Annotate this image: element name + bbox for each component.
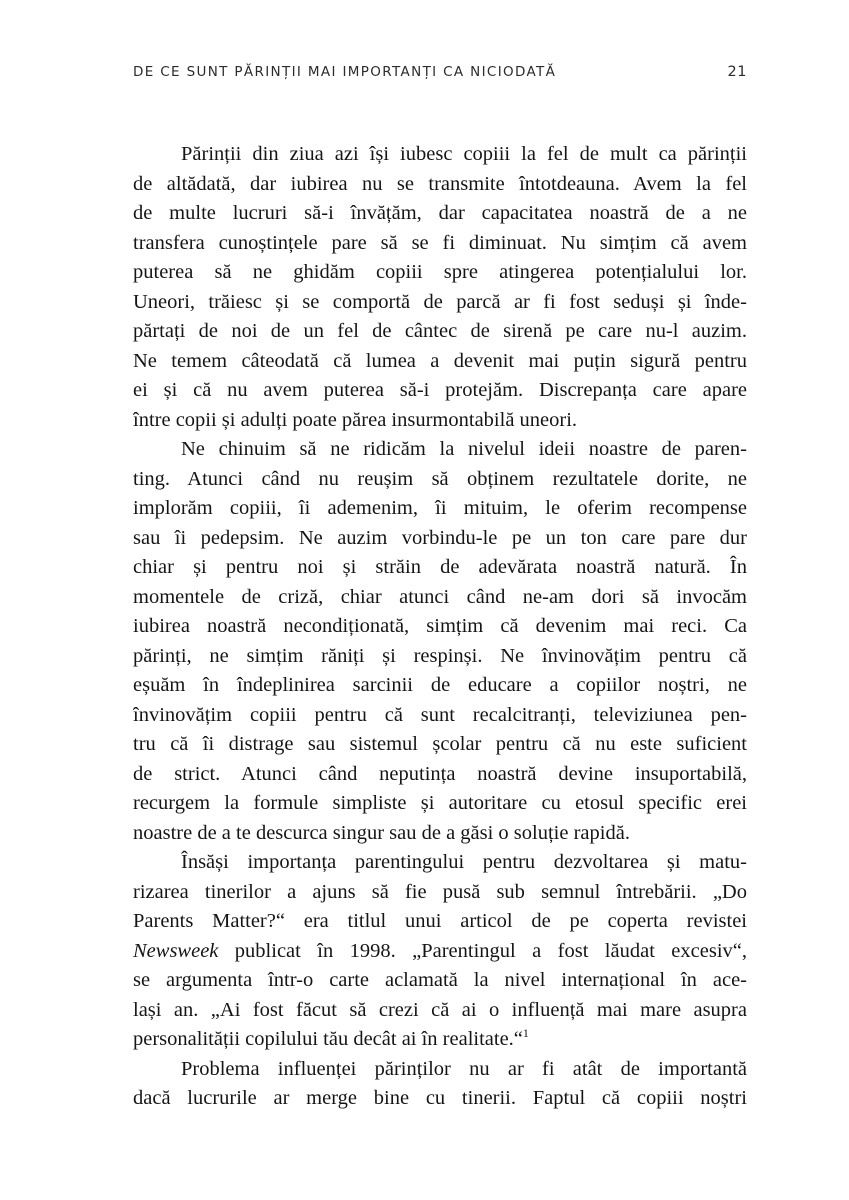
text-segment: de altădată, dar iubirea nu se transmite întotdeauna. Avem la fel (133, 172, 747, 195)
text-segment: iubirea noastră necondiționată, simțim că devenim mai reci. Ca (133, 615, 747, 637)
text-line (133, 671, 747, 701)
text-segment: personalității copilului tău decât ai în realitate.“ (133, 1028, 523, 1050)
page-body (133, 140, 747, 1114)
text-line (133, 1084, 747, 1114)
paragraph (133, 140, 747, 435)
text-segment: sau îi pedepsim. Ne auzim vorbindu-le pe un ton care pare dur (133, 526, 747, 549)
text-line (133, 258, 747, 288)
text-segment: se argumenta într-o carte aclamată la nivel internațional în ace- (133, 969, 747, 991)
text-segment: lași an. „Ai fost făcut să crezi că ai o influență mai mare asupra (133, 998, 747, 1021)
running-header (133, 64, 747, 80)
text-line (133, 583, 747, 613)
text-segment: Ne temem câteodată că lumea a devenit mai puțin sigură pentru (133, 349, 747, 372)
text-line (133, 435, 747, 465)
text-segment: noastre de a te descurca singur sau de a găsi o soluție rapidă. (133, 821, 630, 844)
text-segment: recurgem la formule simpliste și autoritare cu etosul specific erei (133, 792, 747, 814)
text-segment: momentele de criză, chiar atunci când ne-am dori să invocăm (133, 585, 747, 608)
text-line (133, 907, 747, 937)
text-line (133, 229, 747, 259)
text-segment: ting. Atunci când nu reușim să obținem rezultatele dorite, ne (133, 467, 747, 490)
text-segment: tru că îi distrage sau sistemul școlar pentru că nu este suficient (133, 733, 747, 755)
text-segment: Ne chinuim să ne ridicăm la nivelul ideii noastre de paren- (181, 438, 747, 460)
text-segment: ei și că nu avem puterea să-i protejăm. Discrepanța care apare (133, 379, 747, 401)
text-line (133, 553, 747, 583)
text-segment: Parents Matter?“ era titlul unui articol de pe coperta revistei (133, 910, 747, 932)
text-line (133, 701, 747, 731)
text-line (133, 1055, 747, 1085)
text-line (133, 376, 747, 406)
text-segment: rizarea tinerilor a ajuns să fie pusă sub semnul întrebării. „Do (133, 880, 747, 903)
text-segment: chiar și pentru noi și străin de adevărata noastră natură. În (133, 556, 747, 578)
text-line (133, 494, 747, 524)
text-line (133, 317, 747, 347)
text-segment: dacă lucrurile ar merge bine cu tinerii. Faptul că copiii noștri (133, 1087, 747, 1109)
text-segment: Părinții din ziua azi își iubesc copiii la fel de mult ca părinții (181, 143, 747, 165)
text-segment: puterea să ne ghidăm copiii spre atingerea potențialului lor. (133, 261, 747, 283)
text-line (133, 170, 747, 200)
text-segment: Însăși importanța parentingului pentru dezvoltarea și matu- (181, 851, 747, 873)
text-segment: părtați de noi de un fel de cântec de sirenă pe care nu-l auzim. (133, 320, 747, 342)
text-line (133, 612, 747, 642)
text-line (133, 199, 747, 229)
paragraph (133, 435, 747, 848)
text-line (133, 819, 747, 849)
text-line (133, 406, 747, 436)
text-line (133, 789, 747, 819)
text-line (133, 730, 747, 760)
text-segment: Problema influenței părinților nu ar fi atât de importantă (181, 1057, 747, 1080)
text-line (133, 966, 747, 996)
text-segment: de strict. Atunci când neputința noastră devine insuportabilă, (133, 762, 747, 785)
text-segment: de multe lucruri să-i învățăm, dar capacitatea noastră de a ne (133, 202, 747, 224)
paragraph (133, 848, 747, 1055)
paragraph (133, 1055, 747, 1114)
text-line (133, 140, 747, 170)
text-line (133, 524, 747, 554)
text-segment: eșuăm în îndeplinirea sarcinii de educare a copiilor noștri, ne (133, 674, 747, 696)
text-line (133, 848, 747, 878)
text-segment: învinovățim copiii pentru că sunt recalcitranți, televiziunea pen- (133, 703, 747, 726)
text-line (133, 288, 747, 318)
text-segment: Uneori, trăiesc și se comportă de parcă ar fi fost seduși și înde- (133, 290, 747, 313)
footnote-marker: 1 (522, 1026, 529, 1041)
text-segment: publicat în 1998. „Parentingul a fost lăudat excesiv“, (218, 939, 747, 962)
text-line (133, 642, 747, 672)
text-segment: Newsweek (133, 939, 219, 962)
text-line (133, 1025, 747, 1055)
text-line (133, 465, 747, 495)
page-number: 21 (727, 64, 747, 80)
text-line (133, 937, 747, 967)
running-title: DE CE SUNT PĂRINȚII MAI IMPORTANȚI CA NICIODATĂ (133, 64, 557, 80)
text-line (133, 878, 747, 908)
text-segment: între copii și adulți poate părea insurmontabilă uneori. (133, 408, 578, 431)
text-segment: părinți, ne simțim răniți și respinși. Ne învinovățim pentru că (133, 644, 747, 667)
text-segment: transfera cunoștințele pare să se fi diminuat. Nu simțim că avem (133, 231, 747, 254)
text-line (133, 996, 747, 1026)
text-line (133, 760, 747, 790)
text-line (133, 347, 747, 377)
text-segment: implorăm copiii, îi ademenim, îi mituim, le oferim recompense (133, 497, 747, 519)
